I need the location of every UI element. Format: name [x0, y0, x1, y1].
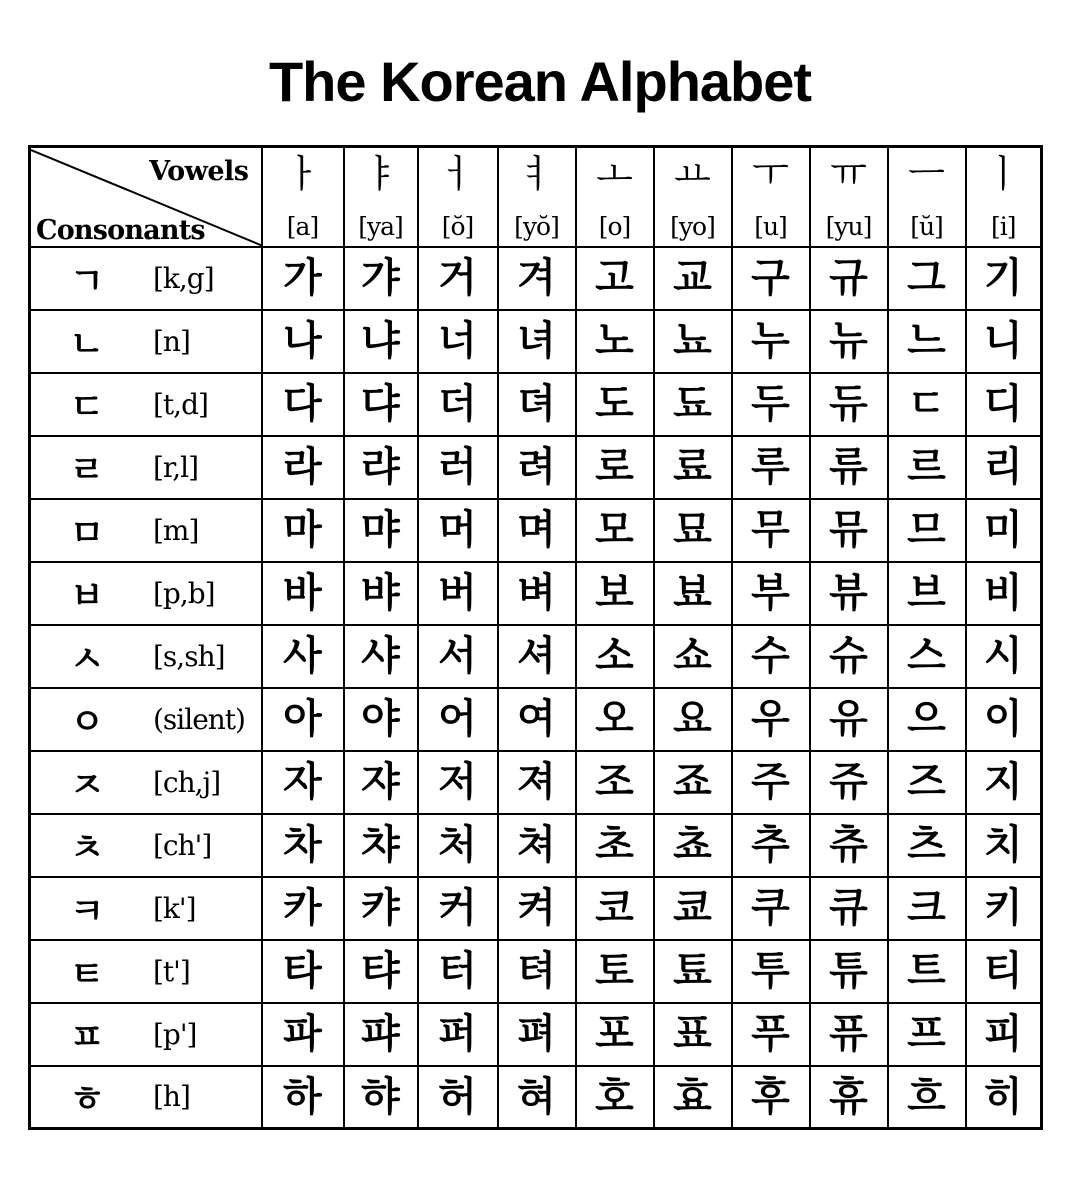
- syllable-cell: 토: [576, 940, 654, 1003]
- page-title: The Korean Alphabet: [268, 50, 812, 113]
- syllable-cell: 야: [344, 688, 418, 751]
- syllable-cell: 어: [418, 688, 498, 751]
- syllable-cell: 탸: [344, 940, 418, 1003]
- syllable-cell: 캬: [344, 877, 418, 940]
- consonant-row: [30, 247, 1042, 310]
- syllable-cell: 코: [576, 877, 654, 940]
- consonant-cell: [30, 436, 262, 499]
- consonant-char: ㄷ: [69, 386, 105, 428]
- corner-header-cell: [30, 147, 262, 247]
- vowel-romanization: [u]: [754, 211, 787, 241]
- vowel-char: ㅡ: [908, 152, 945, 196]
- syllable-cell: 투: [732, 940, 810, 1003]
- syllable-cell: 조: [576, 751, 654, 814]
- consonant-romanization: [r,l]: [153, 450, 199, 484]
- consonant-row: [30, 877, 1042, 940]
- syllable-cell: 모: [576, 499, 654, 562]
- syllable-cell: 켜: [498, 877, 576, 940]
- syllable-cell: 슈: [810, 625, 888, 688]
- syllable-cell: 너: [418, 310, 498, 373]
- consonant-char: ㅊ: [69, 827, 105, 869]
- syllable-cell: 쇼: [654, 625, 732, 688]
- syllable-cell: 쵸: [654, 814, 732, 877]
- vowel-romanization: [i]: [990, 211, 1016, 241]
- syllable-cell: 벼: [498, 562, 576, 625]
- vowel-romanization: [yo]: [670, 211, 715, 241]
- syllable-cell: 쥬: [810, 751, 888, 814]
- consonant-cell: [30, 940, 262, 1003]
- syllable-cell: 푸: [732, 1003, 810, 1066]
- syllable-cell: 리: [966, 436, 1042, 499]
- syllable-cell: 므: [888, 499, 966, 562]
- syllable-cell: 쿄: [654, 877, 732, 940]
- syllable-cell: 뵤: [654, 562, 732, 625]
- syllable-cell: 브: [888, 562, 966, 625]
- syllable-cell: 유: [810, 688, 888, 751]
- syllable-cell: 혀: [498, 1066, 576, 1129]
- syllable-cell: 펴: [498, 1003, 576, 1066]
- consonant-char: ㄴ: [69, 323, 105, 365]
- syllable-cell: 소: [576, 625, 654, 688]
- syllable-cell: 도: [576, 373, 654, 436]
- syllable-cell: 크: [888, 877, 966, 940]
- syllable-cell: 요: [654, 688, 732, 751]
- syllable-cell: 쟈: [344, 751, 418, 814]
- syllable-cell: 여: [498, 688, 576, 751]
- syllable-cell: 흐: [888, 1066, 966, 1129]
- vowel-header-cell: [654, 147, 732, 247]
- syllable-cell: 차: [262, 814, 344, 877]
- syllable-cell: 오: [576, 688, 654, 751]
- consonant-row: [30, 499, 1042, 562]
- consonants-label: Consonants: [36, 214, 205, 246]
- syllable-cell: 버: [418, 562, 498, 625]
- consonant-romanization: [ch,j]: [153, 765, 221, 799]
- syllable-cell: 샤: [344, 625, 418, 688]
- consonant-row: [30, 562, 1042, 625]
- vowel-header-cell: [498, 147, 576, 247]
- syllable-cell: 져: [498, 751, 576, 814]
- syllable-cell: 햐: [344, 1066, 418, 1129]
- syllable-cell: 포: [576, 1003, 654, 1066]
- consonant-cell: [30, 247, 262, 310]
- consonant-cell: [30, 688, 262, 751]
- syllable-cell: 지: [966, 751, 1042, 814]
- syllable-cell: 니: [966, 310, 1042, 373]
- consonant-cell: [30, 814, 262, 877]
- syllable-cell: 츄: [810, 814, 888, 877]
- syllable-cell: 아: [262, 688, 344, 751]
- vowel-romanization: [ŏ]: [441, 211, 474, 241]
- consonant-char: ㄱ: [69, 260, 105, 302]
- syllable-cell: 보: [576, 562, 654, 625]
- syllable-cell: 트: [888, 940, 966, 1003]
- syllable-cell: 셔: [498, 625, 576, 688]
- syllable-cell: 무: [732, 499, 810, 562]
- syllable-cell: 호: [576, 1066, 654, 1129]
- consonant-row: [30, 625, 1042, 688]
- consonant-char: ㅌ: [69, 953, 105, 995]
- consonant-row: [30, 751, 1042, 814]
- consonant-romanization: [s,sh]: [153, 639, 225, 673]
- vowel-header-cell: [966, 147, 1042, 247]
- vowel-header-row: [30, 147, 1042, 247]
- syllable-cell: 피: [966, 1003, 1042, 1066]
- syllable-cell: 자: [262, 751, 344, 814]
- consonant-romanization: [h]: [153, 1080, 190, 1114]
- syllable-cell: 고: [576, 247, 654, 310]
- syllable-cell: 즈: [888, 751, 966, 814]
- consonant-romanization: [k']: [153, 891, 196, 925]
- consonant-cell: [30, 373, 262, 436]
- syllable-cell: 녀: [498, 310, 576, 373]
- syllable-cell: 쿠: [732, 877, 810, 940]
- vowel-char: ㅗ: [596, 152, 633, 196]
- syllable-cell: 뮤: [810, 499, 888, 562]
- consonant-char: ㅁ: [69, 512, 105, 554]
- syllable-cell: 퍄: [344, 1003, 418, 1066]
- syllable-cell: 키: [966, 877, 1042, 940]
- vowel-romanization: [ŭ]: [910, 211, 943, 241]
- alphabet-table: [28, 145, 1043, 1130]
- vowel-char: ㅑ: [362, 152, 399, 196]
- syllable-cell: 뷰: [810, 562, 888, 625]
- vowel-char: ㅜ: [752, 152, 789, 196]
- consonant-row: [30, 373, 1042, 436]
- syllable-cell: 츠: [888, 814, 966, 877]
- vowel-romanization: [a]: [286, 211, 319, 241]
- vowel-char: ㅏ: [284, 152, 321, 196]
- syllable-cell: 듀: [810, 373, 888, 436]
- consonant-romanization: [t,d]: [153, 387, 208, 421]
- consonant-char: ㅂ: [69, 575, 105, 617]
- syllable-cell: 먀: [344, 499, 418, 562]
- vowel-romanization: [yŏ]: [514, 211, 559, 241]
- syllable-cell: 이: [966, 688, 1042, 751]
- syllable-cell: 서: [418, 625, 498, 688]
- syllable-cell: 러: [418, 436, 498, 499]
- syllable-cell: 튜: [810, 940, 888, 1003]
- syllable-cell: 터: [418, 940, 498, 1003]
- syllable-cell: 랴: [344, 436, 418, 499]
- consonant-romanization: [n]: [153, 324, 190, 358]
- syllable-cell: 챠: [344, 814, 418, 877]
- syllable-cell: 커: [418, 877, 498, 940]
- syllable-cell: 뉴: [810, 310, 888, 373]
- syllable-cell: 비: [966, 562, 1042, 625]
- consonant-char: ㅋ: [69, 890, 105, 932]
- syllable-cell: 허: [418, 1066, 498, 1129]
- syllable-cell: 티: [966, 940, 1042, 1003]
- syllable-cell: 노: [576, 310, 654, 373]
- vowel-char: ㅠ: [830, 152, 867, 196]
- syllable-cell: 냐: [344, 310, 418, 373]
- consonant-row: [30, 436, 1042, 499]
- syllable-cell: 규: [810, 247, 888, 310]
- syllable-cell: 마: [262, 499, 344, 562]
- syllable-cell: 바: [262, 562, 344, 625]
- vowel-char: ㅓ: [439, 152, 476, 196]
- consonant-char: ㅈ: [69, 764, 105, 806]
- syllable-cell: 히: [966, 1066, 1042, 1129]
- consonant-row: [30, 310, 1042, 373]
- syllable-cell: 표: [654, 1003, 732, 1066]
- consonant-cell: [30, 877, 262, 940]
- vowel-header-cell: [344, 147, 418, 247]
- syllable-cell: 묘: [654, 499, 732, 562]
- syllable-cell: 사: [262, 625, 344, 688]
- consonant-char: ㅎ: [69, 1079, 105, 1121]
- consonant-romanization: [p']: [153, 1017, 197, 1051]
- syllable-cell: 기: [966, 247, 1042, 310]
- syllable-cell: 겨: [498, 247, 576, 310]
- syllable-cell: 구: [732, 247, 810, 310]
- syllable-cell: 우: [732, 688, 810, 751]
- vowel-header-cell: [732, 147, 810, 247]
- consonant-char: ㅍ: [69, 1016, 105, 1058]
- consonant-cell: [30, 499, 262, 562]
- consonant-cell: [30, 751, 262, 814]
- syllable-cell: 댜: [344, 373, 418, 436]
- consonant-char: ㅇ: [69, 701, 105, 743]
- consonant-cell: [30, 1003, 262, 1066]
- syllable-cell: 죠: [654, 751, 732, 814]
- syllable-cell: 뎌: [498, 373, 576, 436]
- syllable-cell: 타: [262, 940, 344, 1003]
- consonant-char: ㅅ: [69, 638, 105, 680]
- syllable-cell: 프: [888, 1003, 966, 1066]
- syllable-cell: 루: [732, 436, 810, 499]
- syllable-cell: 그: [888, 247, 966, 310]
- consonant-row: [30, 814, 1042, 877]
- syllable-cell: 휴: [810, 1066, 888, 1129]
- vowel-romanization: [o]: [598, 211, 631, 241]
- syllable-cell: 라: [262, 436, 344, 499]
- consonant-romanization: [ch']: [153, 828, 212, 862]
- consonant-char: ㄹ: [69, 449, 105, 491]
- vowel-header-cell: [576, 147, 654, 247]
- syllable-cell: 르: [888, 436, 966, 499]
- consonant-romanization: (silent): [153, 702, 245, 736]
- vowel-header-cell: [810, 147, 888, 247]
- syllable-cell: 거: [418, 247, 498, 310]
- syllable-cell: 쳐: [498, 814, 576, 877]
- syllable-cell: 료: [654, 436, 732, 499]
- syllable-cell: 머: [418, 499, 498, 562]
- syllable-cell: 초: [576, 814, 654, 877]
- vowel-char: ㅛ: [674, 152, 711, 196]
- syllable-cell: 됴: [654, 373, 732, 436]
- vowel-char: ㅣ: [984, 152, 1022, 196]
- table-body: [30, 147, 1042, 1129]
- syllable-cell: 후: [732, 1066, 810, 1129]
- syllable-cell: 주: [732, 751, 810, 814]
- consonant-romanization: [m]: [153, 513, 199, 547]
- consonant-romanization: [p,b]: [153, 576, 215, 610]
- syllable-cell: 시: [966, 625, 1042, 688]
- syllable-cell: 가: [262, 247, 344, 310]
- consonant-row: [30, 1066, 1042, 1129]
- syllable-cell: 수: [732, 625, 810, 688]
- syllable-cell: 다: [262, 373, 344, 436]
- syllable-cell: 뇨: [654, 310, 732, 373]
- syllable-cell: 디: [966, 373, 1042, 436]
- consonant-row: [30, 1003, 1042, 1066]
- syllable-cell: 하: [262, 1066, 344, 1129]
- syllable-cell: 퍼: [418, 1003, 498, 1066]
- vowel-char: ㅕ: [518, 152, 555, 196]
- vowel-header-cell: [418, 147, 498, 247]
- syllable-cell: 려: [498, 436, 576, 499]
- syllable-cell: 효: [654, 1066, 732, 1129]
- syllable-cell: 교: [654, 247, 732, 310]
- consonant-cell: [30, 625, 262, 688]
- syllable-cell: ㄷ: [888, 373, 966, 436]
- vowel-romanization: [yu]: [825, 211, 872, 241]
- vowel-header-cell: [262, 147, 344, 247]
- consonant-cell: [30, 310, 262, 373]
- syllable-cell: 치: [966, 814, 1042, 877]
- syllable-cell: 로: [576, 436, 654, 499]
- syllable-cell: 부: [732, 562, 810, 625]
- syllable-cell: 두: [732, 373, 810, 436]
- syllable-cell: 스: [888, 625, 966, 688]
- syllable-cell: 갸: [344, 247, 418, 310]
- syllable-cell: 나: [262, 310, 344, 373]
- consonant-cell: [30, 562, 262, 625]
- consonant-cell: [30, 1066, 262, 1129]
- syllable-cell: 뱌: [344, 562, 418, 625]
- syllable-cell: 저: [418, 751, 498, 814]
- syllable-cell: 카: [262, 877, 344, 940]
- syllable-cell: 추: [732, 814, 810, 877]
- syllable-cell: 처: [418, 814, 498, 877]
- consonant-romanization: [k,g]: [153, 261, 214, 295]
- syllable-cell: 큐: [810, 877, 888, 940]
- syllable-cell: 텨: [498, 940, 576, 1003]
- consonant-row: [30, 940, 1042, 1003]
- syllable-cell: 미: [966, 499, 1042, 562]
- consonant-row: [30, 688, 1042, 751]
- consonant-romanization: [t']: [153, 954, 190, 988]
- syllable-cell: 툐: [654, 940, 732, 1003]
- syllable-cell: 으: [888, 688, 966, 751]
- syllable-cell: 누: [732, 310, 810, 373]
- vowel-header-cell: [888, 147, 966, 247]
- syllable-cell: 파: [262, 1003, 344, 1066]
- syllable-cell: 느: [888, 310, 966, 373]
- vowels-label: Vowels: [149, 156, 249, 187]
- syllable-cell: 류: [810, 436, 888, 499]
- syllable-cell: 더: [418, 373, 498, 436]
- syllable-cell: 며: [498, 499, 576, 562]
- syllable-cell: 퓨: [810, 1003, 888, 1066]
- vowel-romanization: [ya]: [358, 211, 403, 241]
